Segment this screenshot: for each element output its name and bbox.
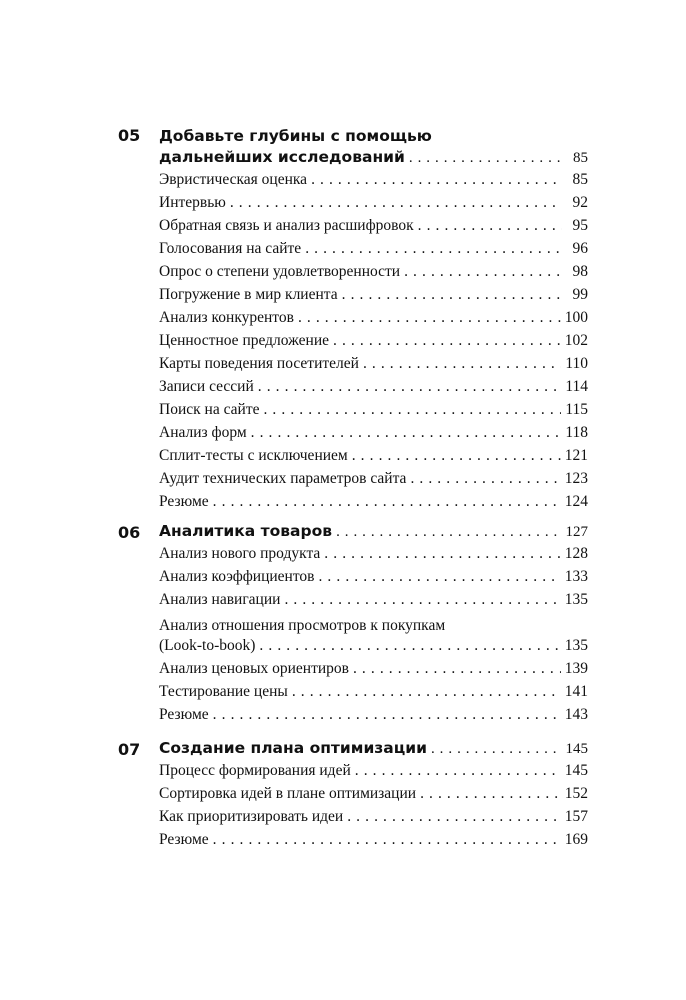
entry-title: Анализ нового продукта <box>159 545 321 562</box>
toc-entry[interactable] <box>159 240 588 263</box>
entry-title: Ценностное предложение <box>159 332 330 349</box>
entry-title: Анализ коэффициентов <box>159 568 315 585</box>
entry-title: Как приоритизировать идеи <box>159 808 344 825</box>
toc-entry[interactable] <box>159 263 588 286</box>
leader-dots <box>292 683 561 701</box>
leader-dots <box>213 831 561 849</box>
toc-entry[interactable] <box>159 808 588 831</box>
entry-title: Эвристическая оценка <box>159 171 308 188</box>
toc-entry[interactable] <box>159 378 588 401</box>
page-number: 95 <box>572 217 588 234</box>
toc-entry[interactable] <box>159 683 588 706</box>
entry-title: Опрос о степени удовлетворенности <box>159 263 401 280</box>
page-number: 133 <box>564 568 588 585</box>
entry-title: Поиск на сайте <box>159 401 260 418</box>
leader-dots <box>263 401 561 419</box>
page-number: 121 <box>564 447 588 464</box>
leader-dots <box>336 524 561 541</box>
page-number: 169 <box>564 831 588 848</box>
leader-dots <box>410 470 560 488</box>
entry-title: Резюме <box>159 831 209 848</box>
chapter-title-line1: Добавьте глубины с помощью <box>159 127 432 145</box>
leader-dots <box>324 545 560 563</box>
entry-title: Анализ ценовых ориентиров <box>159 660 349 677</box>
leader-dots <box>355 762 561 780</box>
leader-dots <box>213 493 561 511</box>
entry-title: Анализ форм <box>159 424 247 441</box>
chapter-title: Создание плана оптимизации <box>159 739 427 757</box>
page-number: 118 <box>565 424 588 441</box>
page-number: 135 <box>564 591 588 608</box>
toc-entry[interactable] <box>159 171 588 194</box>
leader-dots <box>404 263 562 281</box>
entry-title: Процесс формирования идей <box>159 762 351 779</box>
page-number: 135 <box>564 637 588 654</box>
page-number: 141 <box>564 683 588 700</box>
page-number: 110 <box>565 355 588 372</box>
entry-title-line2: (Look-to-book) <box>159 637 256 654</box>
toc-entry[interactable] <box>159 785 588 808</box>
toc-entry[interactable] <box>159 493 588 516</box>
toc-entry[interactable] <box>159 332 588 355</box>
leader-dots <box>352 447 561 465</box>
leader-dots <box>347 808 561 826</box>
toc-entry[interactable] <box>159 309 588 332</box>
toc-entry[interactable] <box>159 447 588 470</box>
page-number: 96 <box>572 240 588 257</box>
page-number: 145 <box>565 741 588 757</box>
entry-title: Тестирование цены <box>159 683 288 700</box>
page-number: 92 <box>572 194 588 211</box>
entry-title: Анализ навигации <box>159 591 281 608</box>
leader-dots <box>311 171 562 189</box>
leader-dots <box>251 424 562 442</box>
leader-dots <box>258 378 562 396</box>
entry-title: Сплит-тесты с исключением <box>159 447 348 464</box>
page-number: 157 <box>564 808 588 825</box>
page-number: 127 <box>565 524 588 540</box>
leader-dots <box>420 785 561 803</box>
entry-title: Голосования на сайте <box>159 240 302 257</box>
leader-dots <box>431 741 562 758</box>
leader-dots <box>353 660 561 678</box>
page-number: 115 <box>565 401 588 418</box>
page-number: 114 <box>565 378 588 395</box>
page-number: 128 <box>564 545 588 562</box>
toc-entry[interactable] <box>159 660 588 683</box>
chapter-title-row[interactable] <box>159 148 588 171</box>
toc-entry[interactable] <box>159 762 588 785</box>
chapter-title-row[interactable] <box>159 522 588 545</box>
entry-title: Карты поведения посетителей <box>159 355 359 372</box>
toc-entry[interactable] <box>159 401 588 424</box>
entry-title: Резюме <box>159 706 209 723</box>
toc-entry[interactable] <box>159 591 588 614</box>
chapter-title-line2: дальнейших исследований <box>159 148 405 166</box>
toc-entry[interactable] <box>159 637 588 660</box>
entry-title: Анализ конкурентов <box>159 309 294 326</box>
page-number: 123 <box>564 470 588 487</box>
entry-title: Погружение в мир клиента <box>159 286 338 303</box>
leader-dots <box>230 194 562 212</box>
leader-dots <box>318 568 560 586</box>
toc-entry[interactable] <box>159 568 588 591</box>
toc-entry[interactable] <box>159 286 588 309</box>
page-number: 85 <box>573 150 588 166</box>
toc-entry[interactable] <box>159 424 588 447</box>
toc-entry[interactable] <box>159 706 588 729</box>
leader-dots <box>284 591 560 609</box>
leader-dots <box>418 217 562 235</box>
page-number: 100 <box>564 309 588 326</box>
leader-dots <box>363 355 561 373</box>
page-number: 145 <box>564 762 588 779</box>
page-number: 143 <box>564 706 588 723</box>
leader-dots <box>409 150 562 167</box>
leader-dots <box>213 706 561 724</box>
toc-entry[interactable] <box>159 831 588 854</box>
entry-title: Интервью <box>159 194 226 211</box>
entry-title: Обратная связь и анализ расшифровок <box>159 217 414 234</box>
page-number: 98 <box>572 263 588 280</box>
toc-entry[interactable] <box>159 545 588 568</box>
page-number: 152 <box>564 785 588 802</box>
chapter-number: 05 <box>118 126 141 145</box>
leader-dots <box>259 637 560 655</box>
leader-dots <box>305 240 562 258</box>
entry-title-line1: Анализ отношения просмотров к покупкам <box>159 617 446 634</box>
toc-entry[interactable] <box>159 217 588 240</box>
entry-title: Записи сессий <box>159 378 254 395</box>
entry-title: Резюме <box>159 493 209 510</box>
entry-title: Аудит технических параметров сайта <box>159 470 407 487</box>
chapter-title-row[interactable] <box>159 739 588 762</box>
toc-entry[interactable] <box>159 194 588 217</box>
leader-dots <box>298 309 561 327</box>
page-number: 102 <box>564 332 588 349</box>
page-number: 85 <box>572 171 588 188</box>
page-number: 99 <box>572 286 588 303</box>
chapter-title: Аналитика товаров <box>159 522 333 540</box>
leader-dots <box>333 332 561 350</box>
page-number: 124 <box>564 493 588 510</box>
leader-dots <box>342 286 562 304</box>
chapter-number: 06 <box>118 523 141 542</box>
page-number: 139 <box>564 660 588 677</box>
entry-title: Сортировка идей в плане оптимизации <box>159 785 417 802</box>
toc-entry[interactable] <box>159 470 588 493</box>
chapter-number: 07 <box>118 740 141 759</box>
toc-entry[interactable] <box>159 355 588 378</box>
